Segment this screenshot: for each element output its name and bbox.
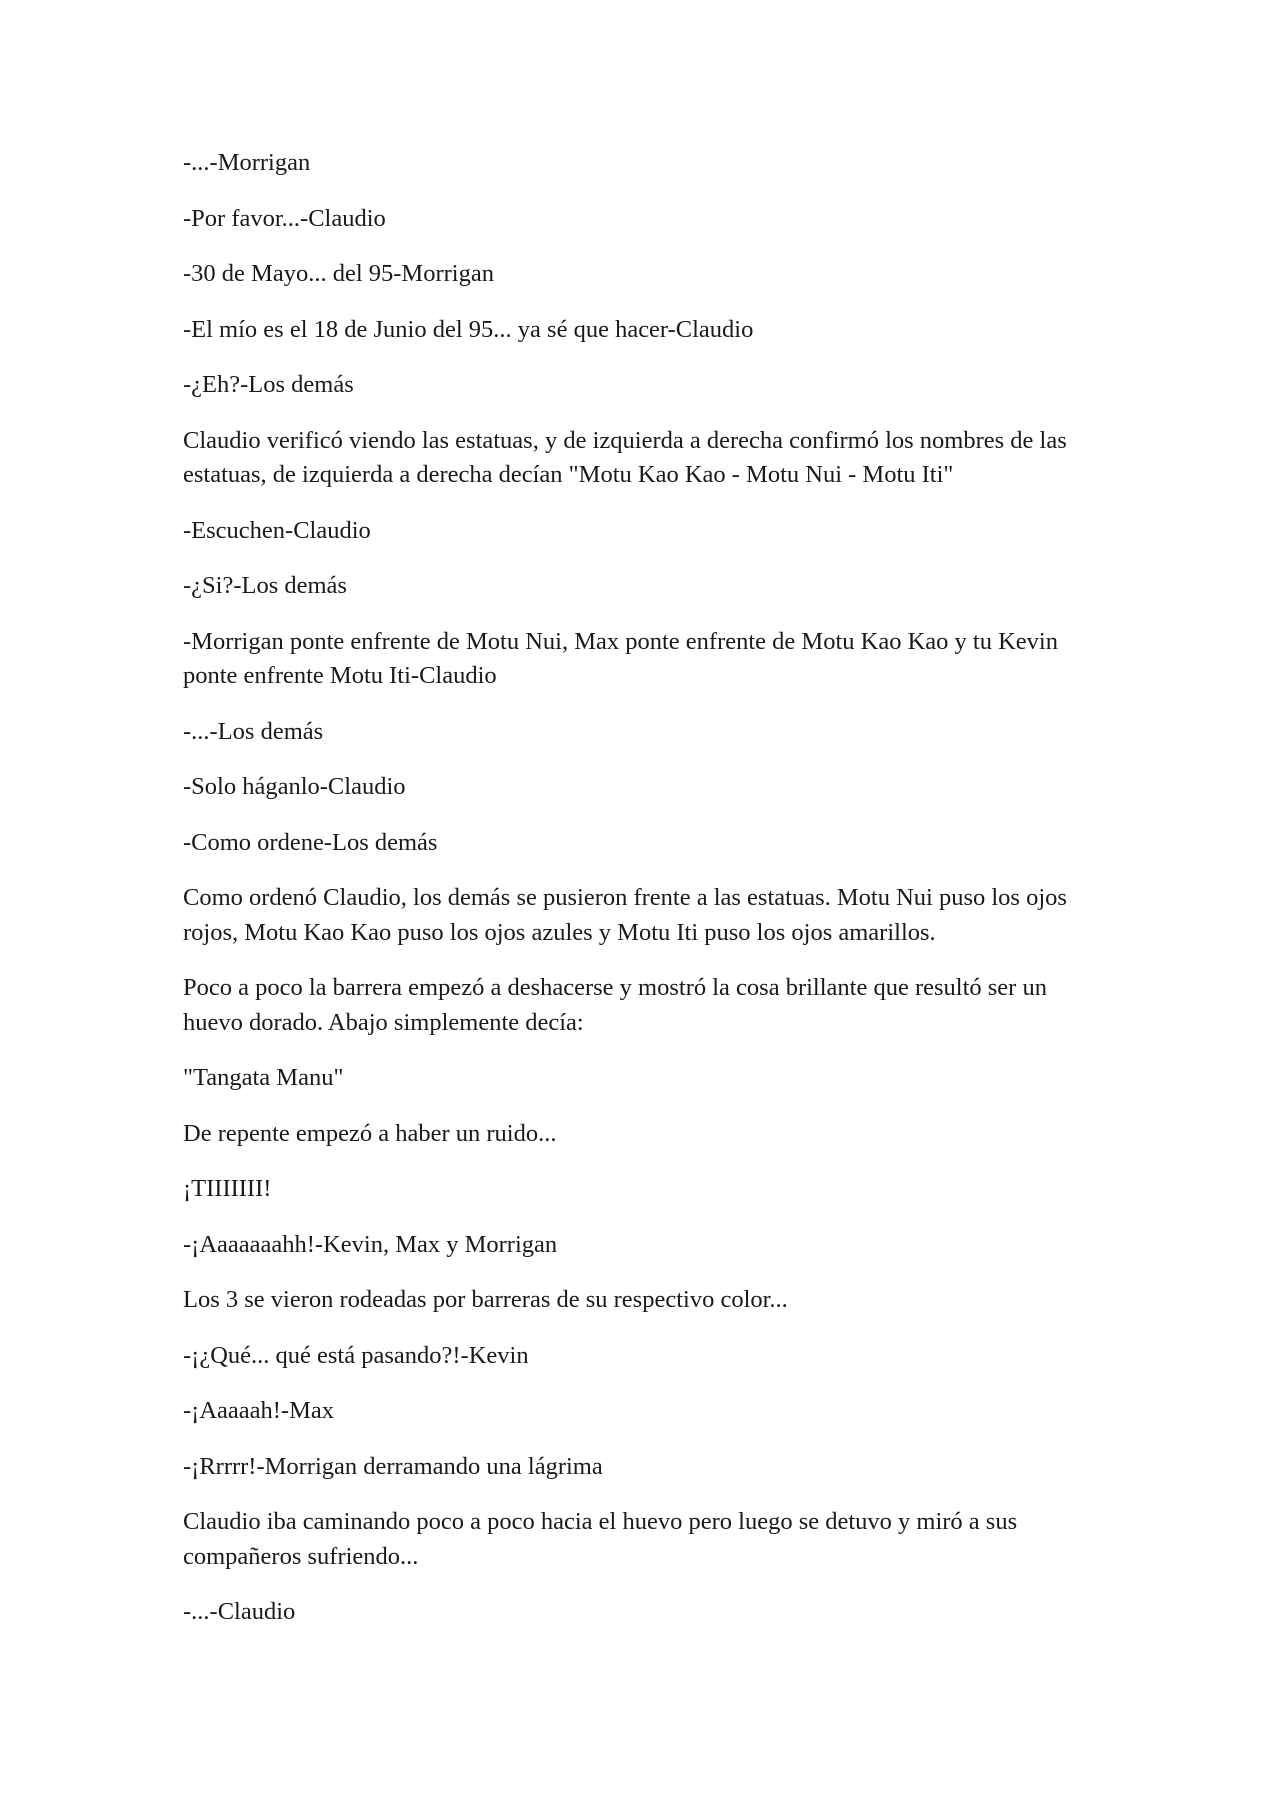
paragraph: Claudio iba caminando poco a poco hacia el huevo pero luego se detuvo y miró a sus compañeros sufriendo...: [183, 1508, 1018, 1570]
paragraph: -¿Eh?-Los demás: [183, 371, 354, 398]
paragraph: -30 de Mayo... del 95-Morrigan: [183, 260, 494, 287]
paragraph: -¿Si?-Los demás: [183, 572, 347, 599]
paragraph: -Morrigan ponte enfrente de Motu Nui, Max ponte enfrente de Motu Kao Kao y tu Kevin ponte enfrente Motu Iti-Claudio: [183, 627, 1058, 689]
paragraph: -...-Claudio: [183, 1598, 296, 1625]
paragraph: -Como ordene-Los demás: [183, 828, 438, 856]
paragraph: -Solo háganlo-Claudio: [183, 773, 406, 800]
paragraph: -...-Los demás: [183, 717, 324, 745]
paragraph: Claudio verificó viendo las estatuas, y de izquierda a derecha confirmó los nombres de las estatuas, de izquierda a derecha decían "Motu Kao Kao - Motu Nui - Motu Iti": [183, 426, 1067, 488]
paragraph: De repente empezó a haber un ruido...: [183, 1119, 557, 1147]
paragraph: -¡Aaaaaaahh!-Kevin, Max y Morrigan: [183, 1230, 558, 1258]
paragraph: -El mío es el 18 de Junio del 95... ya sé que hacer-Claudio: [183, 315, 754, 343]
paragraph: -¡Rrrrr!-Morrigan derramando una lágrima: [183, 1452, 603, 1480]
paragraph: Los 3 se vieron rodeadas por barreras de su respectivo color...: [183, 1286, 788, 1313]
paragraph: ¡TIIIIIII!: [183, 1175, 272, 1202]
paragraph: Poco a poco la barrera empezó a deshacerse y mostró la cosa brillante que resultó ser un huevo dorado. Abajo simplemente decía:: [183, 974, 1047, 1036]
paragraph: Como ordenó Claudio, los demás se pusieron frente a las estatuas. Motu Nui puso los ojos rojos, Motu Kao Kao puso los ojos azules y Motu Iti puso los ojos amarillos.: [183, 884, 1067, 946]
paragraph: -¡¿Qué... qué está pasando?!-Kevin: [183, 1341, 529, 1369]
paragraph: -Escuchen-Claudio: [183, 516, 371, 544]
paragraph: "Tangata Manu": [183, 1064, 344, 1091]
paragraph: -¡Aaaaah!-Max: [183, 1397, 334, 1424]
document-body: [183, 146, 1103, 1651]
paragraph: -...-Morrigan: [183, 149, 311, 176]
paragraph: -Por favor...-Claudio: [183, 204, 386, 232]
